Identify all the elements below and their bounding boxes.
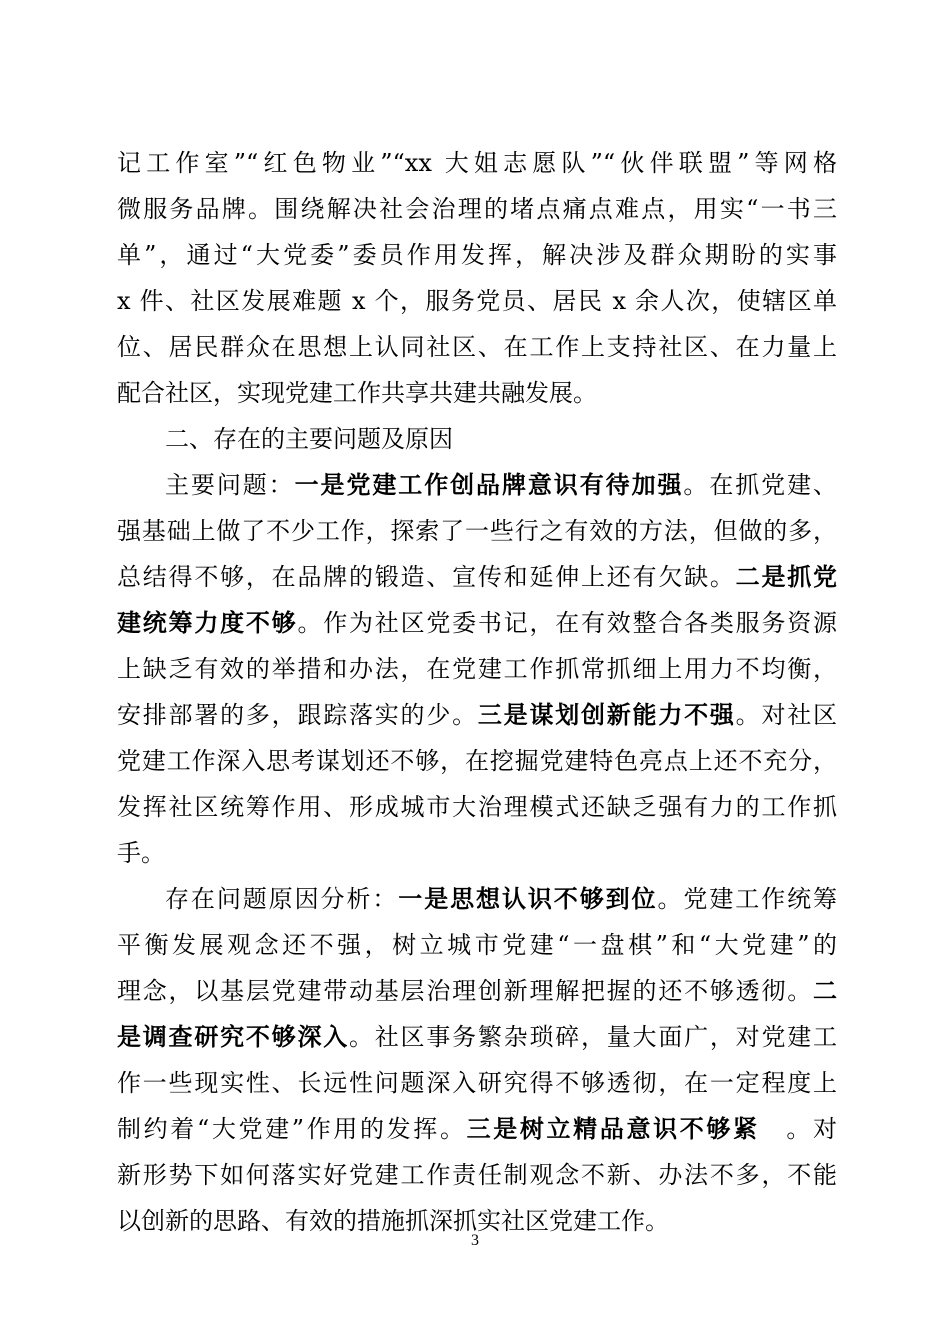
section-heading: 二、存在的主要问题及原因 [165, 425, 453, 453]
key-point: 一是思想认识不够到位 [398, 885, 658, 913]
key-point: 建统筹力度不够 [117, 609, 298, 637]
key-point: 三是树立精品意识不够紧 [466, 1115, 760, 1143]
text-line: 记工作室”“红色物业”“xx 大姐志愿队”“伙伴联盟”等网格 [117, 149, 837, 177]
paragraph-lead: 存在问题原因分析： [165, 885, 399, 913]
text-run: 。作为社区党委书记，在有效整合各类服务资源 [297, 609, 838, 637]
text-line: 作一些现实性、长远性问题深入研究得不够透彻，在一定程度上 [117, 1069, 837, 1097]
text-line: 党建工作深入思考谋划还不够，在挖掘党建特色亮点上还不充分， [117, 747, 837, 775]
text-run: 。在抓党建、 [683, 471, 838, 499]
text-line [117, 557, 837, 597]
text-line: 发挥社区统筹作用、形成城市大治理模式还缺乏强有力的工作抓 [117, 793, 837, 821]
text-run: 安排部署的多，跟踪落实的少。 [117, 701, 478, 729]
key-point: 是调查研究不够深入 [117, 1023, 349, 1051]
text-line: x 件、社区发展难题 x 个，服务党员、居民 x 余人次，使辖区单 [117, 287, 837, 315]
key-point: 二是抓党 [735, 563, 838, 591]
text-line: 强基础上做了不少工作，探索了一些行之有效的方法，但做的多， [117, 517, 837, 545]
text-line: 平衡发展观念还不强，树立城市党建“一盘棋”和“大党建”的 [117, 931, 837, 959]
text-run: 制约着“大党建”作用的发挥。 [117, 1115, 467, 1143]
text-line: 配合社区，实现党建工作共享共建共融发展。 [117, 379, 597, 407]
text-run: 。党建工作统筹 [657, 885, 838, 913]
text-line: 单”，通过“大党委”委员作用发挥，解决涉及群众期盼的实事 [117, 241, 837, 269]
text-line [117, 1109, 837, 1149]
text-run: 理念，以基层党建带动基层治理创新理解把握的还不够透彻。 [117, 977, 813, 1005]
text-line [117, 695, 837, 735]
text-run: 。对 [759, 1115, 838, 1143]
text-line: 位、居民群众在思想上认同社区、在工作上支持社区、在力量上 [117, 333, 837, 361]
text-run: 。社区事务繁杂琐碎，量大面广，对党建工 [349, 1023, 837, 1051]
text-line: 微服务品牌。围绕解决社会治理的堵点痛点难点，用实“一书三 [117, 195, 837, 223]
paragraph-lead: 主要问题： [165, 471, 295, 499]
text-line [117, 1017, 837, 1057]
text-line [165, 465, 837, 505]
text-line: 手。 [117, 839, 165, 867]
key-point: 二 [813, 977, 837, 1005]
text-line [117, 603, 837, 643]
text-run: 。对社区 [735, 701, 838, 729]
text-run: 总结得不够，在品牌的锻造、宣传和延伸上还有欠缺。 [117, 563, 736, 591]
text-line [165, 879, 837, 919]
text-line: 以创新的思路、有效的措施抓深抓实社区党建工作。 [117, 1207, 669, 1235]
page-number: 3 [471, 1232, 479, 1249]
text-line: 新形势下如何落实好党建工作责任制观念不新、办法不多，不能 [117, 1161, 837, 1189]
text-line: 上缺乏有效的举措和办法，在党建工作抓常抓细上用力不均衡， [117, 655, 837, 683]
text-line [117, 971, 837, 1011]
key-point: 三是谋划创新能力不强 [477, 701, 736, 729]
key-point: 一是党建工作创品牌意识有待加强 [294, 471, 684, 499]
